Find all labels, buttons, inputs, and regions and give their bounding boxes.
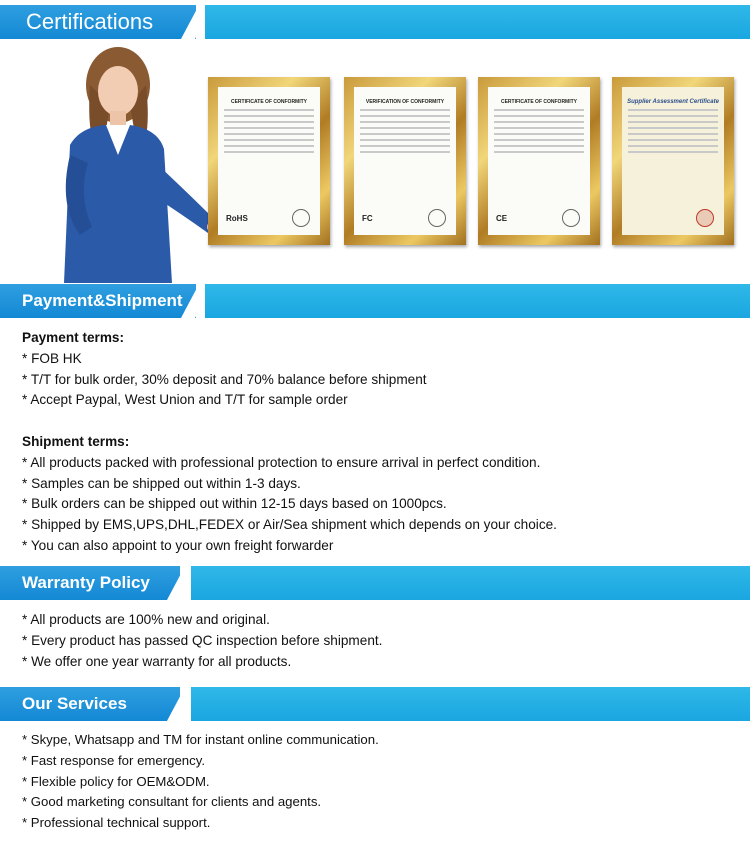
certificate-heading: Supplier Assessment Certificate bbox=[627, 99, 719, 105]
warranty-list bbox=[22, 610, 382, 672]
services-title: Our Services bbox=[22, 694, 127, 713]
warranty-banner bbox=[0, 566, 750, 600]
list-item: * T/T for bulk order, 30% deposit and 70% balance before shipment bbox=[22, 371, 427, 387]
certifications-title: Certifications bbox=[26, 9, 154, 34]
services-list bbox=[22, 730, 379, 834]
fcc-mark: FC bbox=[362, 214, 373, 223]
payment-shipment-banner bbox=[0, 284, 750, 318]
list-item: * Skype, Whatsapp and TM for instant online communication. bbox=[22, 732, 379, 747]
list-item: * You can also appoint to your own freight forwarder bbox=[22, 537, 334, 553]
seal-icon bbox=[292, 209, 310, 227]
services-banner bbox=[0, 687, 750, 721]
payment-shipment-title: Payment&Shipment bbox=[22, 291, 183, 310]
certificate-ce bbox=[478, 77, 600, 245]
list-item: * Samples can be shipped out within 1-3 days. bbox=[22, 475, 301, 491]
list-item: * Fast response for emergency. bbox=[22, 752, 205, 768]
seal-icon bbox=[562, 209, 580, 227]
list-item: * FOB HK bbox=[22, 350, 82, 366]
warranty-title: Warranty Policy bbox=[22, 573, 150, 592]
list-item: * Accept Paypal, West Union and T/T for sample order bbox=[22, 392, 348, 408]
rohs-mark: RoHS bbox=[226, 214, 248, 223]
certificate-rohs bbox=[208, 77, 330, 245]
shipment-terms bbox=[22, 432, 557, 557]
list-item: * Flexible policy for OEM&ODM. bbox=[22, 773, 210, 789]
payment-terms-heading: Payment terms: bbox=[22, 330, 124, 345]
presenter-illustration bbox=[40, 45, 220, 283]
list-item: * Good marketing consultant for clients and agents. bbox=[22, 794, 322, 810]
list-item: * Professional technical support. bbox=[22, 815, 211, 831]
seal-icon bbox=[696, 209, 714, 227]
list-item: * We offer one year warranty for all products. bbox=[22, 653, 292, 669]
certifications-banner bbox=[0, 5, 750, 39]
payment-terms bbox=[22, 328, 427, 411]
certificate-heading: CERTIFICATE OF CONFORMITY bbox=[500, 99, 577, 105]
certificate-heading: CERTIFICATE OF CONFORMITY bbox=[230, 99, 307, 105]
ce-mark: CE bbox=[496, 214, 508, 223]
list-item: * Shipped by EMS,UPS,DHL,FEDEX or Air/Sea shipment which depends on your choice. bbox=[22, 517, 557, 533]
certificate-supplier-assessment bbox=[612, 77, 734, 245]
certificate-heading: VERIFICATION OF CONFORMITY bbox=[365, 99, 445, 105]
list-item: * All products are 100% new and original. bbox=[22, 612, 270, 627]
list-item: * Every product has passed QC inspection before shipment. bbox=[22, 632, 383, 648]
certificate-fcc bbox=[344, 77, 466, 245]
list-item: * All products packed with professional protection to ensure arrival in perfect condition. bbox=[22, 454, 541, 470]
seal-icon bbox=[428, 209, 446, 227]
certifications-gallery bbox=[0, 45, 750, 283]
list-item: * Bulk orders can be shipped out within 12-15 days based on 1000pcs. bbox=[22, 496, 447, 512]
shipment-terms-heading: Shipment terms: bbox=[22, 434, 130, 449]
